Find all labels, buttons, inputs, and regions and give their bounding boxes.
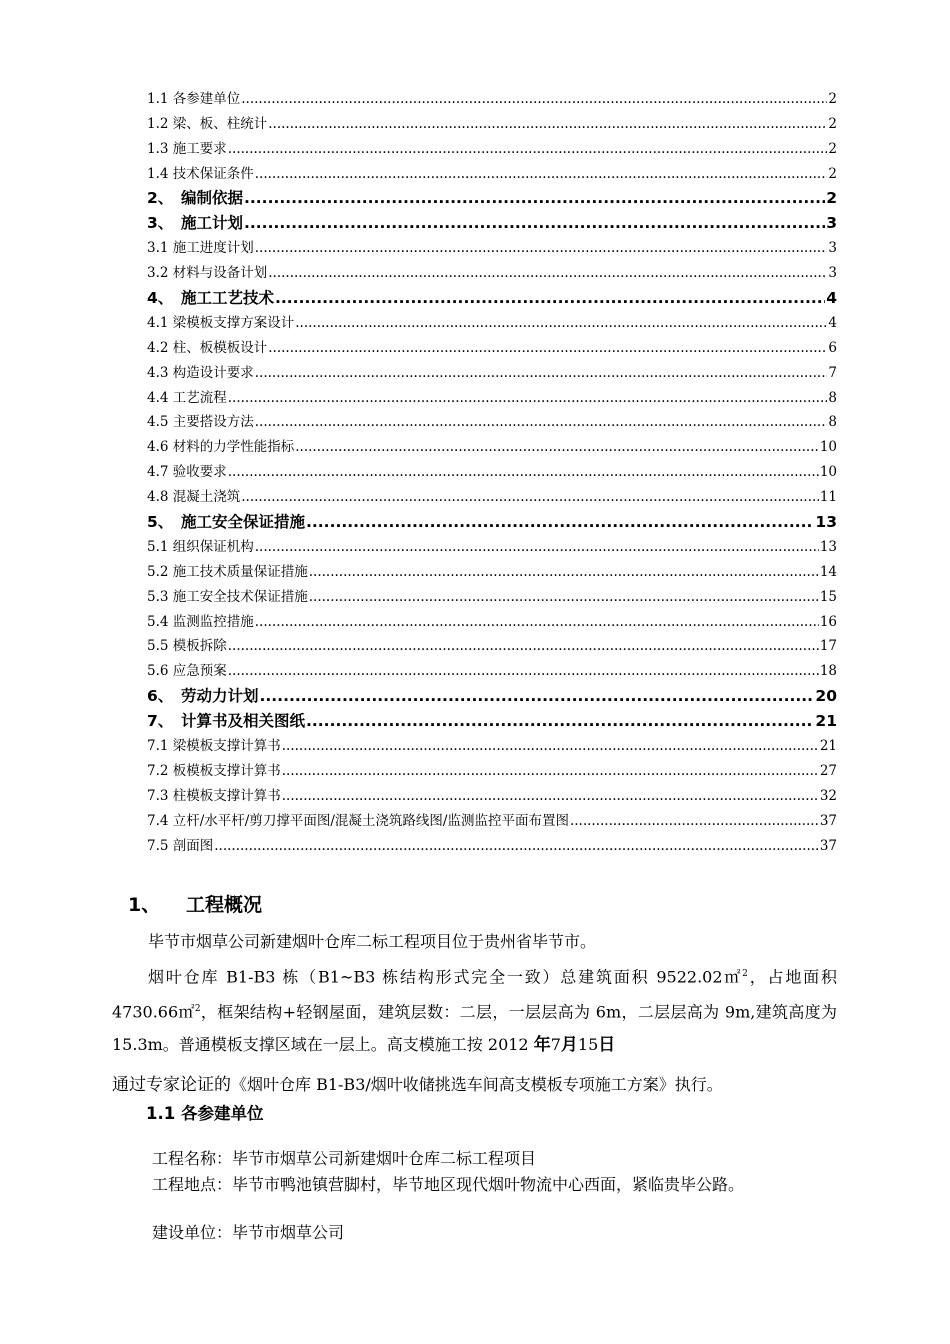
toc-entry[interactable] [147, 530, 837, 555]
toc-page-number: 2 [828, 90, 837, 107]
text-segment: 日 [598, 1034, 616, 1055]
toc-page-number: 15 [819, 588, 837, 605]
toc-page-number: 2 [828, 165, 837, 182]
paragraph-location: 毕节市烟草公司新建烟叶仓库二标工程项目位于贵州省毕节市。 [148, 932, 597, 951]
paragraph-overview: 烟叶仓库 B1-B3 栋（B1~B3 栋结构形式完全一致）总建筑面积 9522.02㎡$^2$，占地面积 4730.66㎡$^2$，框架结构+轻钢屋面，建筑层数：二层，一层层高为 6m，二层层高为 9m,建筑高度为 15.3m。普通模板支撑区域在一层上。高支模施工按 2012 年7月15日 通过专家论证的《烟叶仓库 B1-B3/烟叶收储挑选车间高支模板专项施工方案》执行。 [112, 967, 837, 1095]
toc-leader-dots [268, 340, 827, 356]
text-segment: 烟叶仓库 B1-B3 栋（B1~B3 栋结构形式完全一致）总建筑面积 9522.02㎡ [148, 967, 743, 987]
toc-page-number: 13 [819, 538, 837, 555]
toc-page-number: 2 [828, 140, 837, 157]
text-segment: 月 [560, 1034, 578, 1055]
toc-entry-number: 7、 [147, 712, 174, 731]
toc-entry[interactable] [147, 206, 837, 231]
toc-leader-dots [228, 663, 819, 679]
toc-leader-dots [214, 838, 819, 854]
toc-leader-dots [228, 464, 819, 480]
section-title [128, 890, 262, 917]
toc-entry[interactable] [147, 82, 837, 107]
project-site: 工程地点：毕节市鸭池镇营脚村，毕节地区现代烟叶物流中心西面，紧临贵毕公路。 [152, 1175, 745, 1194]
toc-entry-label: 4.5 主要搭设方法 [147, 414, 254, 431]
text-segment: ，框架结构+轻钢屋面，建筑层数：二层，一层层高为 6m，二层层高为 9m,建筑高度为 15.3m。普通模板支撑区域在一层上。高支模施工按 2012 [112, 1002, 837, 1054]
toc-entry[interactable] [147, 281, 837, 306]
toc-page-number: 7 [828, 364, 837, 381]
toc-leader-dots [268, 116, 827, 132]
toc-page-number: 6 [828, 339, 837, 356]
toc-leader-dots [309, 589, 819, 605]
toc-page-number: 37 [819, 812, 837, 829]
toc-entry-label: 5.3 施工安全技术保证措施 [147, 588, 308, 605]
toc-leader-dots [255, 414, 828, 430]
toc-page-number: 2 [828, 115, 837, 132]
toc-entry[interactable] [147, 132, 837, 157]
toc-entry-label: 6、 劳动力计划 [147, 687, 259, 706]
toc-entry[interactable] [147, 331, 837, 356]
toc-entry[interactable] [147, 729, 837, 754]
toc-entry-label: 7.2 板模板支撑计算书 [147, 762, 281, 779]
toc-entry[interactable] [147, 754, 837, 779]
toc-page-number: 11 [819, 489, 837, 506]
toc-entry[interactable] [147, 804, 837, 829]
toc-entry-label: 1.4 技术保证条件 [147, 165, 254, 182]
toc-page-number: 27 [819, 762, 837, 779]
toc-entry[interactable] [147, 580, 837, 605]
toc-page-number: 21 [815, 712, 837, 731]
toc-entry[interactable] [147, 256, 837, 281]
toc-entry-number: 2、 [147, 189, 174, 208]
toc-page-number: 20 [815, 687, 837, 706]
toc-entry[interactable] [147, 679, 837, 704]
text-segment: 7 [550, 1034, 561, 1054]
table-of-contents [147, 82, 837, 854]
toc-entry[interactable] [147, 381, 837, 406]
toc-leader-dots [570, 813, 819, 829]
toc-leader-dots [241, 489, 819, 505]
toc-page-number: 3 [826, 214, 837, 233]
toc-entry[interactable] [147, 455, 837, 480]
section-number: 1、 [128, 894, 161, 916]
toc-entry[interactable] [147, 555, 837, 580]
toc-entry-number: 4、 [147, 289, 174, 308]
toc-page-number: 4 [828, 314, 837, 331]
toc-entry-number: 5、 [147, 513, 174, 532]
toc-entry[interactable] [147, 406, 837, 431]
toc-leader-dots [260, 688, 815, 704]
toc-entry-label: 4.7 验收要求 [147, 464, 227, 481]
toc-entry[interactable] [147, 654, 837, 679]
toc-entry[interactable] [147, 630, 837, 655]
toc-leader-dots [295, 315, 827, 331]
toc-leader-dots [306, 713, 814, 729]
toc-entry[interactable] [147, 182, 837, 207]
toc-leader-dots [228, 141, 828, 157]
toc-entry-label: 4.2 柱、板模板设计 [147, 339, 268, 356]
toc-entry-label: 7.4 立杆/水平杆/剪刀撑平面图/混凝土浇筑路线图/监测监控平面布置图 [147, 812, 569, 829]
toc-entry-label: 7.5 剖面图 [147, 837, 214, 854]
toc-entry-label: 1.1 各参建单位 [147, 90, 241, 107]
toc-page-number: 10 [819, 464, 837, 481]
toc-page-number: 16 [819, 613, 837, 630]
toc-entry-number: 3、 [147, 214, 174, 233]
toc-entry-label: 4.6 材料的力学性能指标 [147, 439, 295, 456]
toc-page-number: 8 [828, 389, 837, 406]
toc-entry[interactable] [147, 704, 837, 729]
toc-entry-label: 5.6 应急预案 [147, 663, 227, 680]
toc-leader-dots [282, 763, 819, 779]
toc-page-number: 21 [819, 738, 837, 755]
toc-entry-label: 4、 施工工艺技术 [147, 289, 275, 308]
toc-page-number: 8 [828, 414, 837, 431]
toc-page-number: 18 [819, 663, 837, 680]
text-segment: ，占地面积 4730.66㎡ [112, 967, 837, 1022]
toc-leader-dots [244, 215, 825, 231]
toc-entry-label: 4.8 混凝土浇筑 [147, 489, 241, 506]
toc-entry-label: 7.3 柱模板支撑计算书 [147, 787, 281, 804]
toc-leader-dots [275, 290, 825, 306]
toc-page-number: 32 [819, 787, 837, 804]
toc-leader-dots [306, 514, 814, 530]
toc-entry[interactable] [147, 231, 837, 256]
toc-entry[interactable] [147, 480, 837, 505]
toc-leader-dots [255, 614, 819, 630]
toc-entry-label: 5.1 组织保证机构 [147, 538, 254, 555]
text-segment: 15 [577, 1034, 599, 1054]
toc-entry-label: 4.3 构造设计要求 [147, 364, 254, 381]
toc-entry-label: 1.2 梁、板、柱统计 [147, 115, 268, 132]
toc-entry-number: 6、 [147, 687, 174, 706]
toc-page-number: 14 [819, 563, 837, 580]
toc-leader-dots [228, 638, 819, 654]
toc-entry[interactable] [147, 107, 837, 132]
toc-entry-label: 5.5 模板拆除 [147, 638, 227, 655]
toc-entry[interactable] [147, 779, 837, 804]
toc-leader-dots [282, 738, 819, 754]
toc-leader-dots [268, 265, 827, 281]
subsection-title: 1.1 各参建单位 [146, 1104, 264, 1123]
toc-entry-label: 3.2 材料与设备计划 [147, 265, 268, 282]
project-owner: 建设单位：毕节市烟草公司 [152, 1223, 345, 1242]
toc-leader-dots [255, 240, 828, 256]
toc-page-number: 10 [819, 439, 837, 456]
toc-entry[interactable] [147, 605, 837, 630]
toc-page-number: 37 [819, 837, 837, 854]
toc-entry-label: 3.1 施工进度计划 [147, 240, 254, 257]
toc-page-number: 2 [826, 189, 837, 208]
toc-entry-label: 5.4 监测监控措施 [147, 613, 254, 630]
toc-page-number: 17 [819, 638, 837, 655]
text-segment: 《烟叶仓库 B1-B3/烟叶收储挑选车间高支模板专项施工方案》执行。 [231, 1074, 723, 1094]
toc-entry-label: 4.1 梁模板支撑方案设计 [147, 314, 295, 331]
toc-leader-dots [228, 390, 828, 406]
toc-leader-dots [282, 788, 819, 804]
toc-entry[interactable] [147, 829, 837, 854]
section-heading: 工程概况 [186, 894, 263, 916]
toc-leader-dots [295, 439, 819, 455]
toc-entry-label: 7、 计算书及相关图纸 [147, 712, 306, 731]
toc-leader-dots [309, 564, 819, 580]
toc-entry-label: 5.2 施工技术质量保证措施 [147, 563, 308, 580]
toc-entry[interactable] [147, 505, 837, 530]
toc-page-number: 4 [826, 289, 837, 308]
toc-entry-label: 7.1 梁模板支撑计算书 [147, 738, 281, 755]
toc-entry-label: 1.3 施工要求 [147, 140, 227, 157]
toc-leader-dots [241, 91, 827, 107]
text-segment: 年 [533, 1034, 551, 1055]
toc-entry-label: 5、 施工安全保证措施 [147, 513, 306, 532]
toc-entry-label: 2、 编制依据 [147, 189, 244, 208]
toc-entry[interactable] [147, 157, 837, 182]
toc-entry[interactable] [147, 356, 837, 381]
toc-leader-dots [244, 190, 825, 206]
toc-entry-label: 3、 施工计划 [147, 214, 244, 233]
toc-page-number: 3 [828, 240, 837, 257]
toc-entry[interactable] [147, 306, 837, 331]
toc-leader-dots [255, 539, 819, 555]
toc-leader-dots [255, 365, 828, 381]
toc-page-number: 13 [815, 513, 837, 532]
text-segment: 通过专家论证的 [112, 1074, 231, 1095]
toc-page-number: 3 [828, 265, 837, 282]
toc-entry[interactable] [147, 430, 837, 455]
toc-leader-dots [255, 166, 828, 182]
project-name: 工程名称：毕节市烟草公司新建烟叶仓库二标工程项目 [152, 1149, 537, 1168]
toc-entry-label: 4.4 工艺流程 [147, 389, 227, 406]
